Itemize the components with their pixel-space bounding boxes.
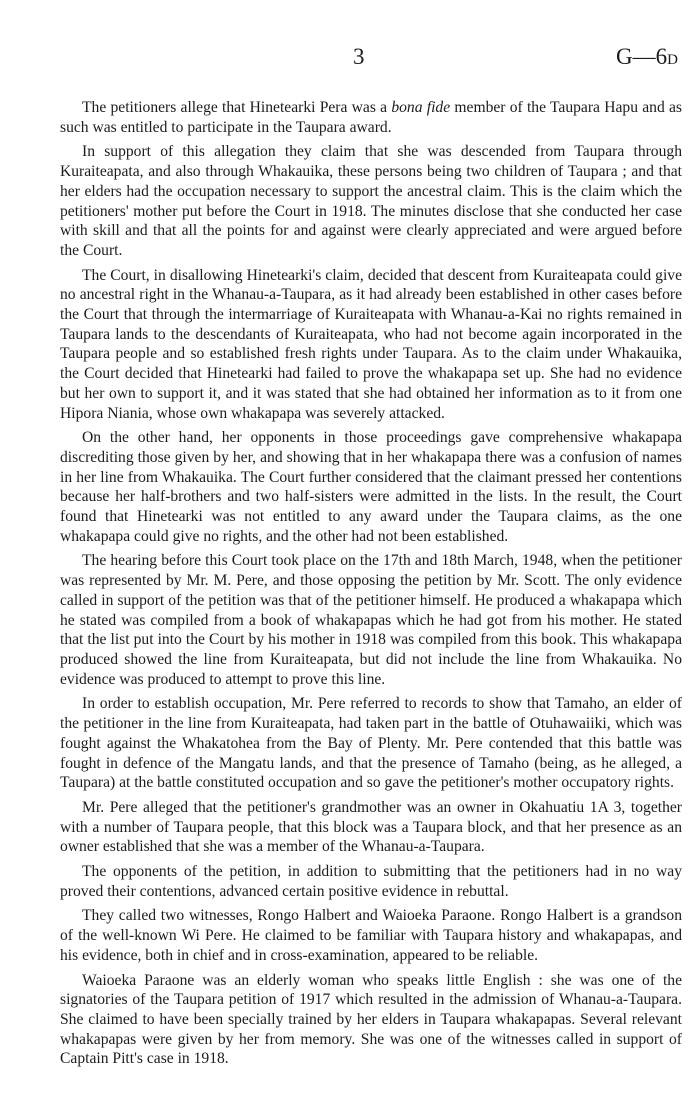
paragraph: In support of this allegation they claim that she was descended from Taupara through Kuraiteapata, and also through Whakauika, these persons being two children of Taupara ; and that her elders had the occupation necessary to support the ancestral claim. This is the claim which the petitioners' mother put before the Court in 1918. The minutes disclose that she conducted her case with skill and that all the points for and against were clearly appreciated and were argued before the Court.	[60, 143, 682, 259]
body-text	[60, 98, 682, 1069]
paragraph: On the other hand, her opponents in those proceedings gave comprehensive whakapapa discrediting those given by her, and showing that in her whakapapa there was a confusion of names in her line from Whakauika. The Court further considered that the claimant pressed her contentions because her half-brothers and two half-sisters were admitted in the lists. In the result, the Court found that Hinetearki was not entitled to any award under the Taupara claims, as the one whakapapa could give no rights, and the other had not been established.	[60, 429, 682, 545]
paragraph-text: The petitioners allege that Hinetearki Pera was a	[82, 99, 392, 116]
paragraph: The opponents of the petition, in addition to submitting that the petitioners had in no way proved their contentions, advanced certain positive evidence in rebuttal.	[60, 863, 682, 900]
document-reference	[616, 44, 678, 70]
document-reference-suffix: D	[667, 52, 678, 68]
paragraph: The hearing before this Court took place on the 17th and 18th March, 1948, when the petitioner was represented by Mr. M. Pere, and those opposing the petition by Mr. Scott. The only evidence called in support of the petition was that of the petitioner himself. He produced a whakapapa which he stated was compiled from a book of whakapapas which he had got from his mother. He stated that the list put into the Court by his mother in 1918 was compiled from this book. This whakapapa produced showed the line from Kuraiteapata, but did not include the line from Whakauika. No evidence was produced to attempt to prove this line.	[60, 552, 682, 688]
page-number: 3	[353, 44, 365, 69]
document-reference-main: G—6	[616, 44, 668, 69]
paragraph: Mr. Pere alleged that the petitioner's grandmother was an owner in Okahuatiu 1A 3, together with a number of Taupara people, that this block was a Taupara block, and that her presence as an owner established that she was a member of the Whanau-a-Taupara.	[60, 798, 682, 856]
paragraph-text: member of the Taupara Hapu and as such was entitled to participate in the Taupara award.	[60, 99, 682, 136]
italic-phrase: bona fide	[391, 99, 451, 116]
paragraph: They called two witnesses, Rongo Halbert and Waioeka Paraone. Rongo Halbert is a grandson of the well-known Wi Pere. He claimed to be familiar with Taupara history and whakapapas, and his evidence, both in chief and in cross-examination, appeared to be reliable.	[60, 907, 682, 964]
paragraph: In order to establish occupation, Mr. Pere referred to records to show that Tamaho, an elder of the petitioner in the line from Kuraiteapata, had taken part in the battle of Otuhawaiiki, which was fought against the Whakatohea from the Bay of Plenty. Mr. Pere contended that this battle was fought in defence of the Mangatu lands, and that the presence of Tamaho (being, as he alleged, a Taupara) at the battle constituted occupation and so gave the petitioner's mother occupatory rights.	[60, 695, 682, 792]
paragraph: The Court, in disallowing Hinetearki's claim, decided that descent from Kuraiteapata could give no ancestral right in the Whanau-a-Taupara, as it had already been established in other cases before the Court that through the intermarriage of Kuraiteapata with Whanau-a-Kai no rights remained in Taupara lands to the descendants of Kuraiteapata, who had not become again incorporated in the Taupara people and so established fresh rights under Taupara. As to the claim under Whakauika, the Court decided that Hinetearki had failed to prove the whakapapa set up. She had no evidence but her own to support it, and it was stated that she had obtained her information as to it from one Hipora Niania, whose own whakapapa was severely attacked.	[60, 266, 682, 422]
paragraph: Waioeka Paraone was an elderly woman who speaks little English : she was one of the signatories of the Taupara petition of 1917 which resulted in the admission of Whanau-a-Taupara. She claimed to have been specially trained by her elders in Taupara whakapapas. Several relevant whakapapas were given by her from memory. She was one of the witnesses called in support of Captain Pitt's case in 1918.	[60, 971, 682, 1068]
page-header	[60, 44, 678, 72]
paragraph	[60, 98, 682, 137]
